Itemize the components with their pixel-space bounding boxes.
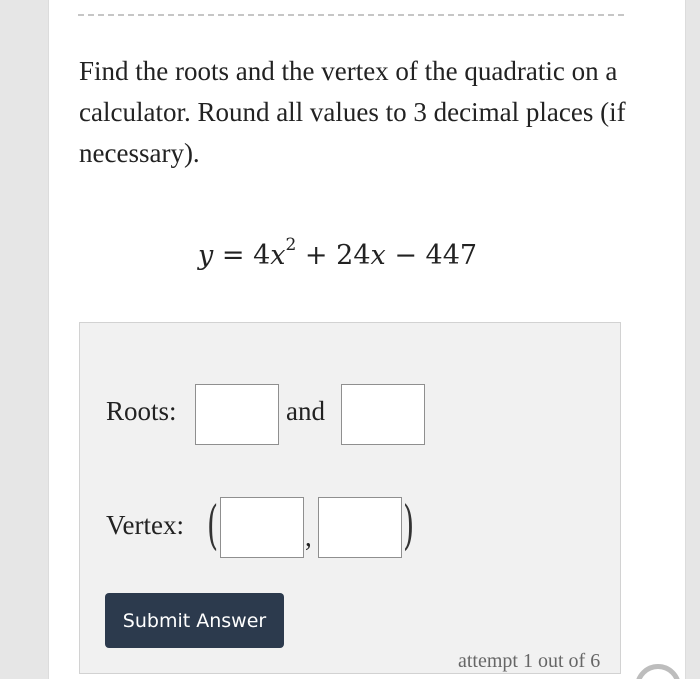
roots-label: Roots: xyxy=(106,396,177,426)
equation-var-b: x xyxy=(370,240,386,271)
vertex-comma: , xyxy=(305,522,312,552)
equation-var: x xyxy=(270,240,286,271)
equation-equals: = xyxy=(221,240,245,271)
vertex-x-input[interactable] xyxy=(220,497,304,558)
vertex-y-input[interactable] xyxy=(318,497,402,558)
submit-answer-button[interactable]: Submit Answer xyxy=(105,593,284,648)
equation-plus: + xyxy=(304,240,328,271)
equation-constant: 447 xyxy=(425,240,478,271)
divider xyxy=(78,14,624,16)
equation-lhs: y xyxy=(198,240,214,271)
equation-coef-a: 4 xyxy=(253,240,271,271)
root1-input[interactable] xyxy=(195,384,279,445)
equation-minus: − xyxy=(394,240,417,271)
open-paren: ( xyxy=(207,496,219,556)
equation xyxy=(198,235,478,271)
close-paren: ) xyxy=(403,496,415,556)
equation-term-b: 24 xyxy=(336,240,371,271)
vertex-label: Vertex: xyxy=(106,510,184,540)
equation-exponent: 2 xyxy=(285,235,297,255)
attempt-counter: attempt 1 out of 6 xyxy=(458,650,601,672)
and-label: and xyxy=(286,396,325,426)
question-text: Find the roots and the vertex of the quadratic on a calculator. Round all values to 3 decimal places (if necessary). xyxy=(79,56,626,168)
root2-input[interactable] xyxy=(341,384,425,445)
